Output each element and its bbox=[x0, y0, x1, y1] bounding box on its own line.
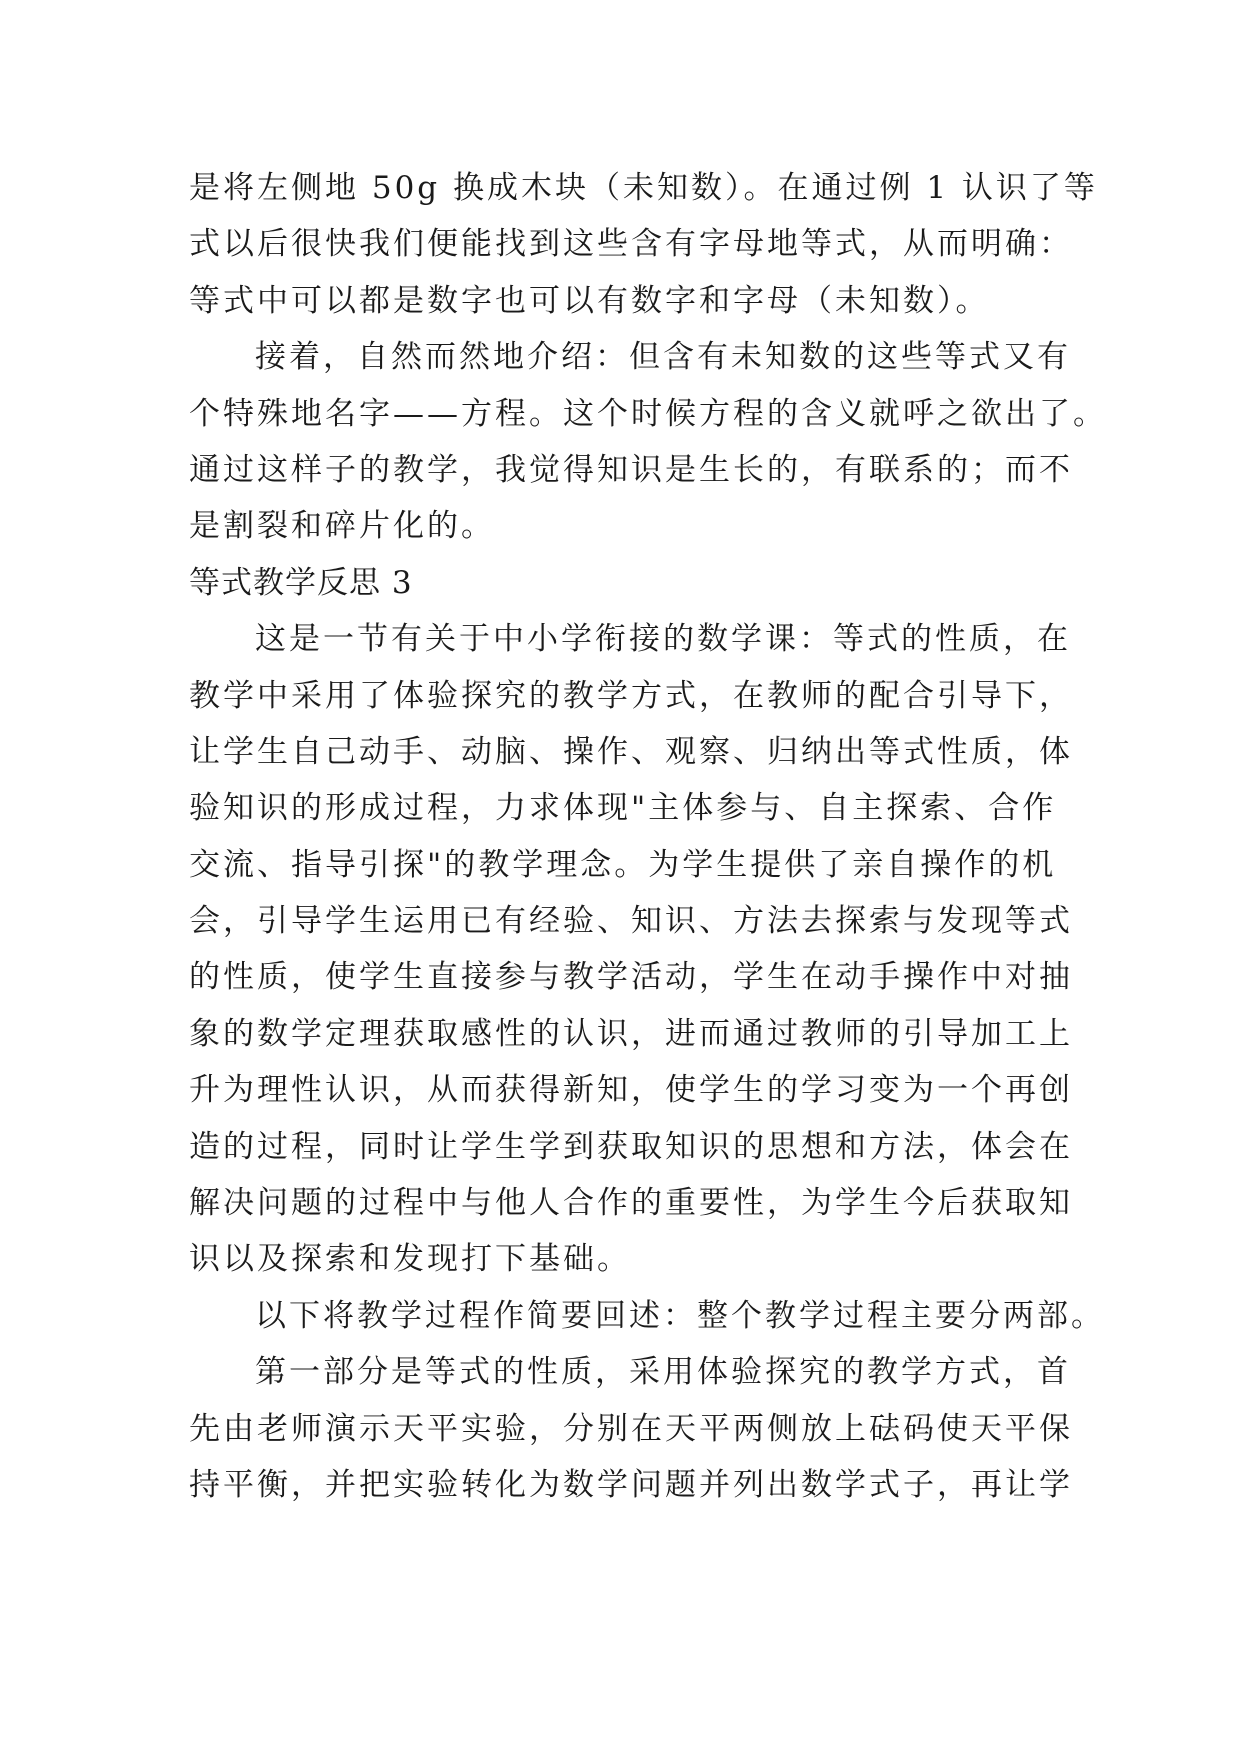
text-line: 第一部分是等式的性质，采用体验探究的教学方式，首 bbox=[255, 1354, 1071, 1391]
text-line: 先由老师演示天平实验，分别在天平两侧放上砝码使天平保 bbox=[189, 1410, 1073, 1447]
text-line: 教学中采用了体验探究的教学方式，在教师的配合引导下， bbox=[189, 677, 1073, 714]
text-line: 交流、指导引探"的教学理念。为学生提供了亲自操作的机 bbox=[189, 846, 1057, 883]
text-line: 识以及探索和发现打下基础。 bbox=[189, 1241, 631, 1278]
text-line: 是将左侧地 50g 换成木块（未知数）。在通过例 1 认识了等 bbox=[189, 170, 1098, 206]
text-line: 会，引导学生运用已有经验、知识、方法去探索与发现等式 bbox=[189, 903, 1073, 940]
text-line: 以下将教学过程作简要回述：整个教学过程主要分两部。 bbox=[255, 1297, 1105, 1334]
text-line: 象的数学定理获取感性的认识，进而通过教师的引导加工上 bbox=[189, 1015, 1073, 1052]
text-line: 持平衡，并把实验转化为数学问题并列出数学式子，再让学 bbox=[189, 1466, 1073, 1503]
text-line: 让学生自己动手、动脑、操作、观察、归纳出等式性质，体 bbox=[189, 733, 1073, 770]
text-line: 通过这样子的教学，我觉得知识是生长的，有联系的；而不 bbox=[189, 451, 1073, 488]
text-line: 验知识的形成过程，力求体现"主体参与、自主探索、合作 bbox=[189, 790, 1057, 827]
text-line: 等式中可以都是数字也可以有数字和字母（未知数）。 bbox=[189, 282, 990, 319]
text-line: 式以后很快我们便能找到这些含有字母地等式，从而明确： bbox=[189, 226, 1073, 263]
section-heading: 等式教学反思 3 bbox=[189, 564, 413, 601]
text-line: 解决问题的过程中与他人合作的重要性，为学生今后获取知 bbox=[189, 1185, 1073, 1222]
text-line: 的性质，使学生直接参与教学活动，学生在动手操作中对抽 bbox=[189, 959, 1073, 996]
document-body bbox=[189, 160, 1107, 1513]
text-line: 个特殊地名字——方程。这个时候方程的含义就呼之欲出了。 bbox=[189, 395, 1107, 432]
text-line: 升为理性认识，从而获得新知，使学生的学习变为一个再创 bbox=[189, 1072, 1073, 1109]
text-line: 接着，自然而然地介绍：但含有未知数的这些等式又有 bbox=[255, 339, 1071, 376]
text-line: 造的过程，同时让学生学到获取知识的思想和方法，体会在 bbox=[189, 1128, 1073, 1165]
text-line: 这是一节有关于中小学衔接的数学课：等式的性质，在 bbox=[255, 621, 1071, 658]
text-line: 是割裂和碎片化的。 bbox=[189, 508, 495, 545]
